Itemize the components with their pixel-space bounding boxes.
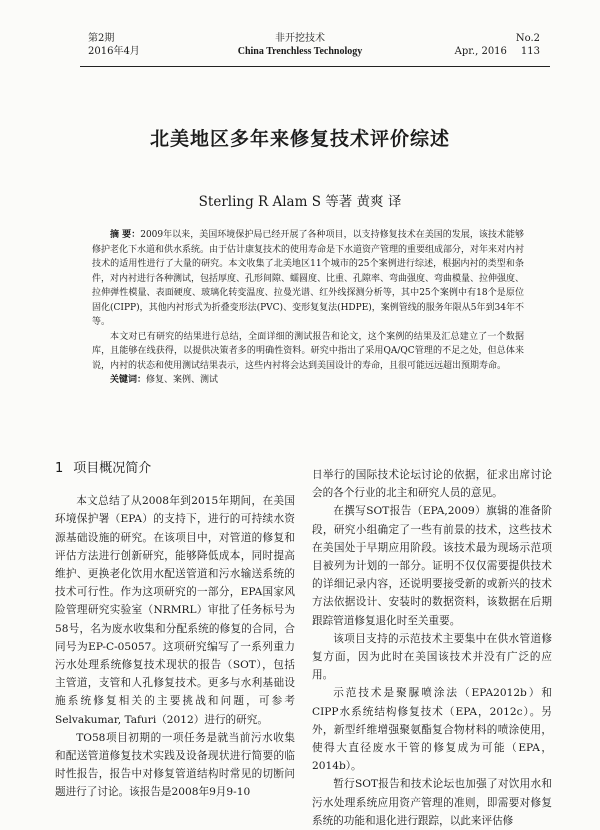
header-month-year: Apr., 2016	[454, 46, 507, 57]
header-issue-no: No.2	[515, 33, 540, 44]
body-paragraph: 示范技术是聚脲喷涂法（EPA2012b）和CIPP水系统结构修复技术（EPA，2012c）。另外，新型纤维增强聚氨酯复合物材料的喷涂使用，使得大直径废水干管的修复成为可能（EPA，2014b）。	[312, 687, 552, 773]
body-paragraph: 暂行SOT报告和技术论坛也加强了对饮用水和污水处理系统应用资产管理的准则，即需要对修复系统的功能和退化进行跟踪，以此来评估修	[312, 778, 552, 827]
header-journal-cn: 非开挖技术	[275, 33, 325, 44]
body-paragraph: 该项目支持的示范技术主要集中在供水管道修复方面，因为此时在美国该技术并没有广泛的应用。	[312, 632, 552, 682]
keywords-label: 关键词：	[110, 375, 147, 385]
body-left-column	[55, 460, 295, 802]
keywords: 修复、案例、测试	[146, 375, 219, 385]
body-paragraph: 在撰写SOT报告（EPA,2009）旗辑的准备阶段，研究小组确定了一些有前景的技术，这些技术在美国处于早期应用阶段。该技术最为现场示范项目被列为计划的一部分。证明不仅仅需要提供技术的详细记录内容，还说明要接受新的或新兴的技术方法依据设计、安装时的数据资料，该数据在后期跟踪管道修复退化时至关重要。	[312, 505, 552, 627]
section-number: 1	[55, 461, 64, 476]
body-right-column	[312, 466, 552, 830]
header-journal-en: China Trenchless Technology	[237, 46, 363, 57]
section-heading	[55, 460, 295, 478]
abstract-label: 摘 要：	[110, 230, 141, 240]
header-date: 2016年4月	[88, 46, 140, 57]
abstract-paragraph	[92, 228, 524, 330]
body-paragraph: TO58项目初期的一项任务是就当前污水收集和配送管道修复技术实践及设备现状进行简要的临时性报告，报告中对修复管道结构时常见的切断问题进行了讨论。该报告是2008年9月9-10	[55, 731, 295, 799]
header-number-block	[455, 32, 540, 58]
article-authors: Sterling R Alam S 等著 黄爽 译	[198, 194, 402, 210]
body-paragraph: 日举行的国际技术论坛讨论的依据，征求出席讨论会的各个行业的北主和研究人员的意见。	[312, 469, 552, 500]
section-title: 项目概况简介	[73, 461, 152, 476]
header-issue: 第2期	[88, 33, 115, 44]
page-number: 113	[520, 46, 540, 57]
abstract-text: 2009年以来，美国环境保护局已经开展了各种项目，以支持修复技术在美国的发展，该技术能够修护老化下水道和供水系统。由于估计康复技术的使用寿命是下水道资产管理的重要组成部分，对年来对内衬技术的适用性进行了大量的研究。本文收集了北美地区11个城市的25个案例进行综述，根据内衬的类型和条件，对内衬进行各种测试，包括厚度、孔形间隙、蠕圆度、比重、孔隙率、弯曲强度、弯曲模量、拉伸强度、拉伸弹性模量、表面硬度、玻璃化转变温度、拉曼光谱、红外线探测分析等，其中25个案例中有18个是原位固化(CIPP)，其他内衬形式为折叠变形法(PVC)、变形复复法(HDPE)，案例管线的服务年限从5年到34年不等。	[92, 230, 525, 327]
abstract-paragraph-2: 本文对已有研究的结果进行总结，全面详细的测试报告和论文，这个案例的结果及汇总建立了一个数据库，且能够在线获得，以提供决策者多的明确性资料。研究中指出了采用QA/QC管理的不足之处，但总体来说，内衬的状态和使用测试结果表示，这些内衬将会达到美国设计的寿命，且很可能远远超出预期寿命。	[92, 331, 524, 371]
running-header	[0, 26, 600, 66]
keywords-line	[92, 373, 524, 388]
article-title: 北美地区多年来修复技术评价综述	[149, 128, 450, 150]
body-paragraph: 本文总结了从2008年到2015年期间，在美国环境保护署（EPA）的支持下，进行的可持续水资源基础设施的研究。在该项目中，对管道的修复和评估方法进行创新研究，能够降低成本，同时提高维护、更换老化饮用水配送管道和污水输送系统的技术可行性。作为这项研究的一部分，EPA国家风险管理研究实验室（NRMRL）审批了任务标号为58号，名为废水收集和分配系统的修复的合同，合同号为EP-C-05057。这项研究编写了一系列重力污水处理系统修复技术现状的报告（SOT），包括主管道，支管和人孔修复技术。更多与水利基础设施系统修复相关的主要挑战和问题，可参考Selvakumar, Tafuri（2012）进行的研究。	[55, 495, 295, 726]
abstract-block	[92, 228, 524, 388]
header-rule	[80, 66, 550, 67]
